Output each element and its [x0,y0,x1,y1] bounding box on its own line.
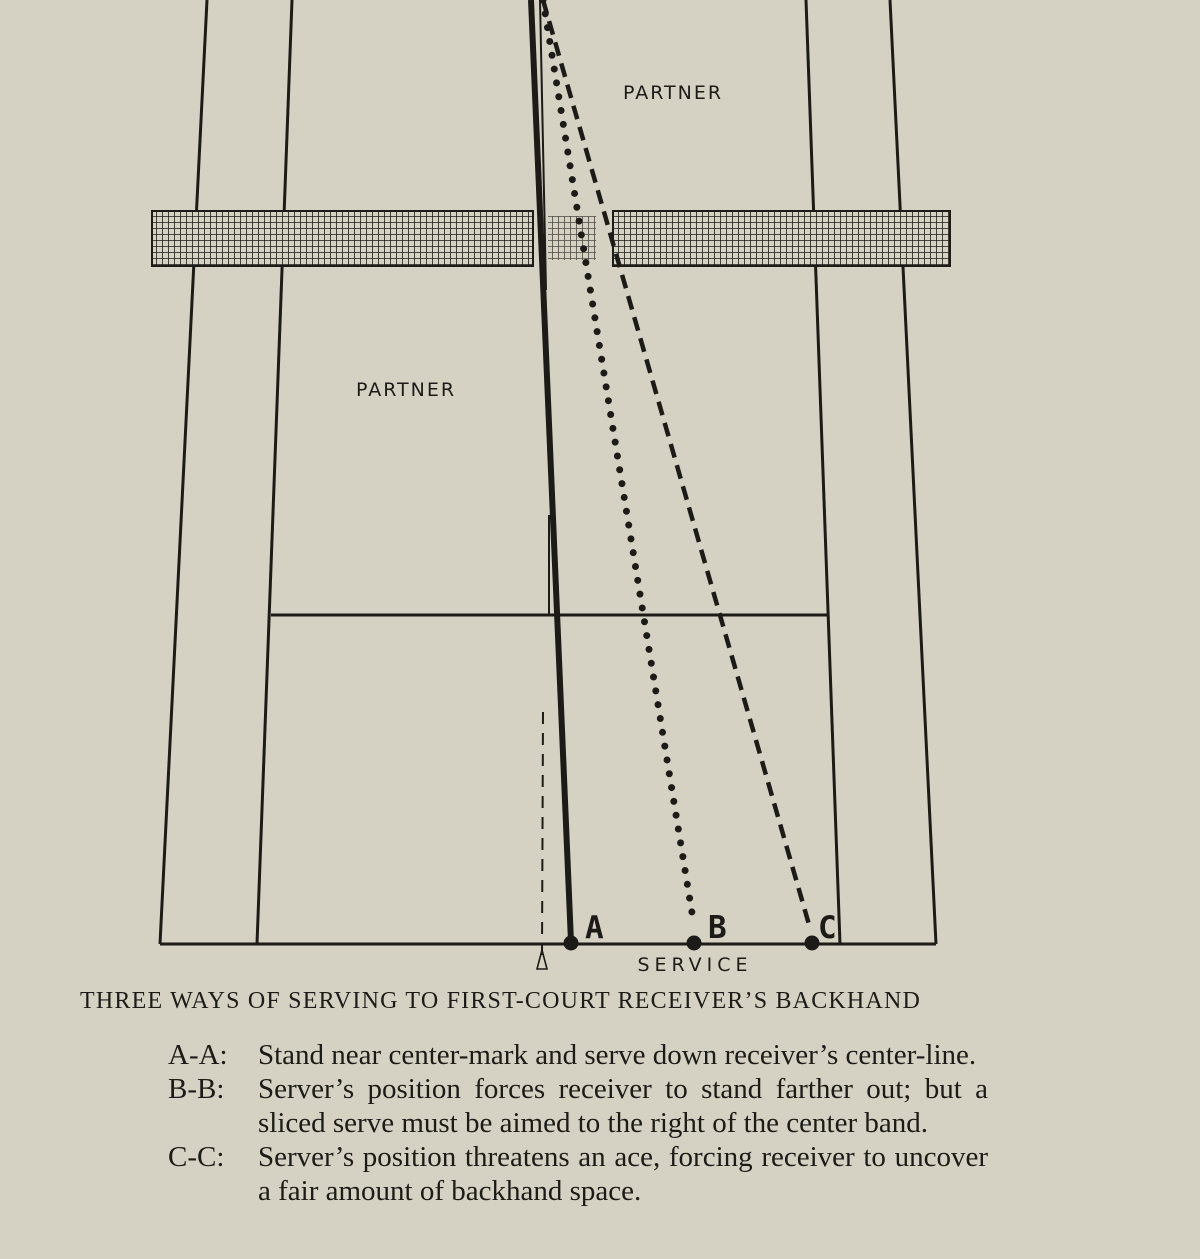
legend-key: A-A: [168,1039,228,1071]
left-doubles-sideline [160,0,207,944]
legend [168,1038,988,1208]
legend-key: B-B: [168,1073,225,1105]
left-singles-sideline [257,0,292,944]
partner-near-label: PARTNER [355,379,457,401]
service-label: SERVICE [637,954,753,976]
point-a-label: A [585,910,604,946]
partner-far-label: PARTNER [622,82,724,104]
legend-key: C-C: [168,1141,225,1173]
legend-text: Server’s position forces receiver to stand farther out; but a sliced serve must be aimed to the right of the center band. [258,1073,988,1139]
position-dot-b [687,936,702,951]
right-singles-sideline [806,0,840,944]
figure-caption: THREE WAYS OF SERVING TO FIRST-COURT RECEIVER’S BACKHAND [80,988,922,1014]
legend-text: Server’s position threatens an ace, forcing receiver to uncover a fair amount of backhand space. [258,1141,988,1207]
point-c-label: C [818,910,837,946]
center-mark-line [542,712,543,955]
legend-item-b [168,1072,988,1140]
legend-item-a [168,1038,988,1072]
legend-text: Stand near center-mark and serve down receiver’s center-line. [258,1039,977,1071]
right-doubles-sideline [890,0,936,944]
net [152,211,950,266]
legend-item-c [168,1140,988,1208]
serve-path-c [543,0,810,928]
position-dot-a [564,936,579,951]
point-b-label: B [708,910,727,946]
center-mark-arrow [537,950,547,969]
